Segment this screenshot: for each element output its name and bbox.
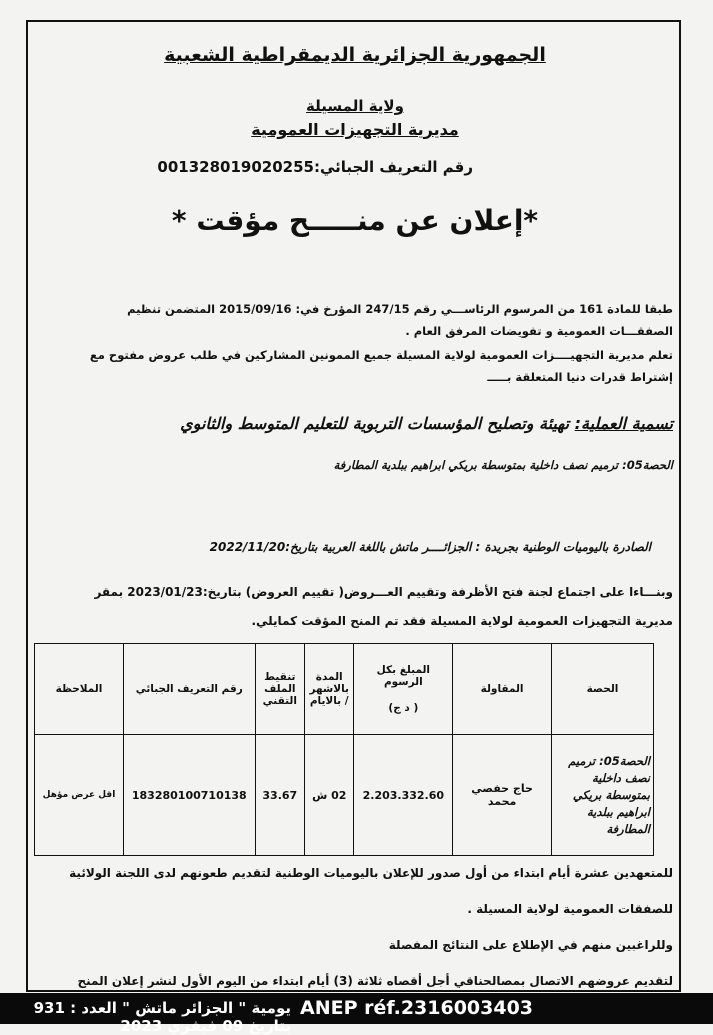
operation-value: تهيئة وتصليح المؤسسات التربوية للتعليم المتوسط والثانوي [180, 414, 575, 433]
anep-reference: ANEP réf.2316003403 [300, 997, 534, 1019]
newspaper-banner [0, 993, 713, 1035]
header-tax-id: رقم التعريف الجبائي [123, 644, 255, 735]
lot-line: الحصة05: ترميم نصف داخلية بمتوسطة بريكي ابراهيم ببلدية المطارفة [333, 458, 673, 472]
contact-paragraph: لتقديم عروضهم الاتصال بمصالحناقي أجل أقصاه ثلاثة (3) أيام ابتداء من اليوم الأول لنشر إعلان المنح [77, 974, 673, 988]
header-amount-unit: ( د ج) [388, 702, 419, 714]
table-row [35, 735, 654, 856]
operation-line [180, 414, 673, 433]
legal-basis-paragraph: طبقا للمادة 161 من المرسوم الرئاســـي رقم 247/15 المؤرخ في: 2015/09/16 المتضمن تنظيم الصفقـــات العمومية و تفويضات المرفق العام . [127, 302, 673, 338]
appeal-paragraph: للمتعهدين عشرة أيام ابتداء من أول صدور للإعلان باليوميات الوطنية لتقديم طعونهم لدى اللجنة الولائية للصفقات العمومية لولاية المسيلة . [69, 866, 673, 916]
directorate-heading: مديرية التجهيزات العمومية [251, 120, 459, 139]
wilaya-heading: ولاية المسيلة [306, 97, 404, 115]
cell-contractor: حاج حفصي محمد [453, 735, 552, 856]
publication-line: الصادرة باليوميات الوطنية بجريدة : الجزائــــر ماتش باللغة العربية بتاريخ:2022/11/20 [209, 540, 651, 554]
cell-score: 33.67 [255, 735, 304, 856]
table-header-row [35, 644, 654, 735]
header-amount [354, 644, 453, 735]
cell-notes: اقل عرض مؤهل [35, 735, 124, 856]
header-score: تنقيط الملف التقني [255, 644, 304, 735]
header-contractor: المقاولة [453, 644, 552, 735]
newspaper-reference: يومية " الجزائر ماتش " العدد : 931 بتاريخ 09 فيفري 2023 [33, 999, 291, 1035]
header-amount-label: المبلغ بكل الرسوم [376, 664, 431, 688]
cell-tax-id: 183280100710138 [123, 735, 255, 856]
header-lot: الحصة [551, 644, 653, 735]
award-table [34, 643, 654, 856]
announcement-title: *إعلان عن منـــــح مؤقت * [171, 204, 539, 237]
operation-label: تسمية العملية: [574, 414, 673, 433]
cell-lot: الحصة05: ترميم نصف داخلية بمتوسطة بريكي ابراهيم ببلدية المطارفة [551, 735, 653, 856]
header-duration: المدة بالاشهر / بالايام [305, 644, 354, 735]
republic-heading: الجمهورية الجزائرية الديمقراطية الشعبية [164, 44, 546, 66]
notice-paragraph: تعلم مديرية التجهيــــزات العمومية لولاية المسيلة جميع الممونين المشاركين في طلب عروض مفتوح مع إشتراط قدرات دنيا المتعلقة بـــــ [89, 348, 673, 384]
details-paragraph: وللراغبين منهم في الإطلاع على النتائج المفصلة [388, 938, 673, 952]
header-notes: الملاحظة [35, 644, 124, 735]
tax-id-line: رقم التعريف الجبائي:001328019020255 [157, 158, 473, 176]
evaluation-paragraph: وبنـــاءا على اجتماع لجنة فتح الأظرفة وتقييم العـــروض( تقييم العروض) بتاريخ:2023/01/23 بمقر مديرية التجهيزات العمومية لولاية المسيلة فقد تم المنح المؤقت كمايلي. [94, 585, 673, 628]
cell-duration: 02 ش [305, 735, 354, 856]
cell-amount: 2.203.332.60 [354, 735, 453, 856]
